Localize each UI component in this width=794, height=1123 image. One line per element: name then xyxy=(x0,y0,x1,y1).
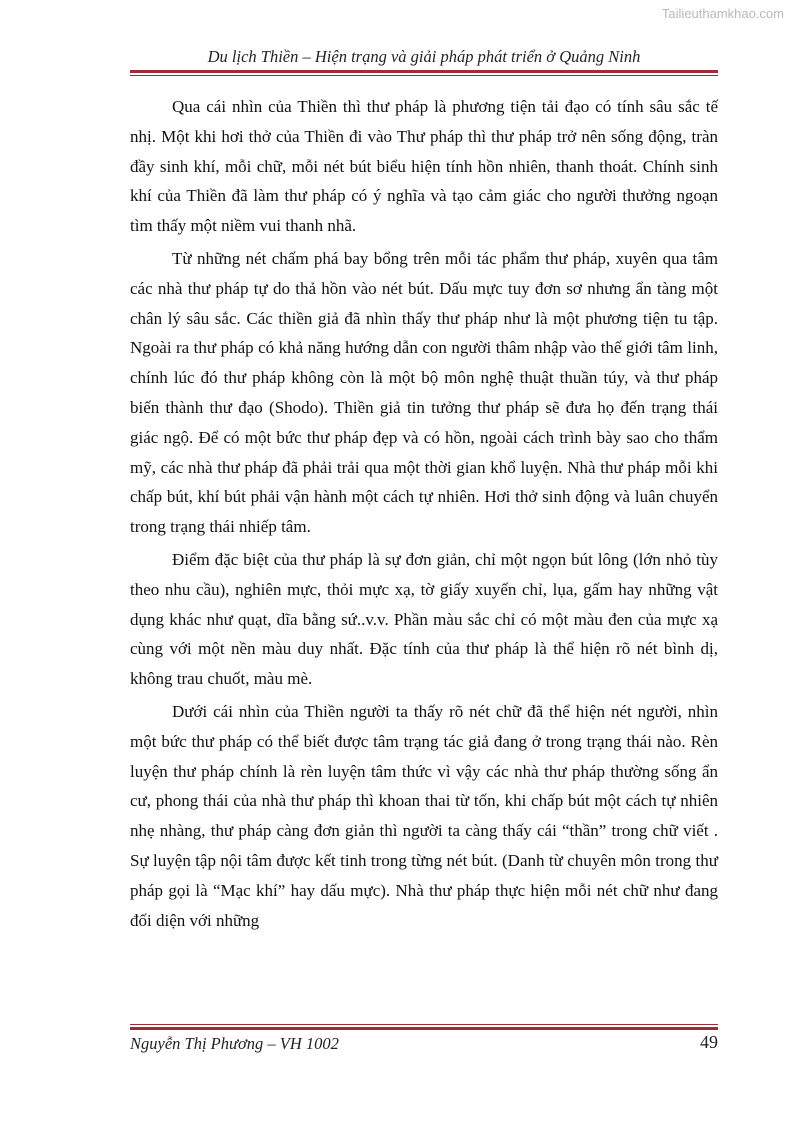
footer-author: Nguyễn Thị Phương – VH 1002 xyxy=(130,1034,339,1053)
paragraph-1: Qua cái nhìn của Thiền thì thư pháp là phương tiện tải đạo có tính sâu sắc tế nhị. Một khi hơi thở của Thiền đi vào Thư pháp thì thư pháp trở nên sống động, tràn đầy sinh khí, mỗi chữ, mỗi nét bút biểu hiện tính hồn nhiên, thanh thoát. Chính sinh khí của Thiền đã làm thư pháp có ý nghĩa và tạo cảm giác cho người thưởng ngoạn tìm thấy một niềm vui thanh nhã. xyxy=(130,97,718,236)
page-number: 49 xyxy=(700,1032,718,1052)
footer-rule xyxy=(130,1024,718,1030)
paragraph-3: Điểm đặc biệt của thư pháp là sự đơn giản, chỉ một ngọn bút lông (lớn nhỏ tùy theo nhu cầu), nghiên mực, thỏi mực xạ, tờ giấy xuyến chỉ, lụa, gấm hay những vật dụng khác như quạt, dĩa bằng sứ..v.v. Phần màu sắc chỉ có một màu đen của mực xạ cùng với một nền màu duy nhất. Đặc tính của thư pháp là thể hiện rõ nét bình dị, không trau chuốt, màu mè. xyxy=(130,549,718,689)
body-text xyxy=(130,92,718,938)
watermark: Tailieuthamkhao.com xyxy=(661,6,784,21)
running-header: Du lịch Thiền – Hiện trạng và giải pháp phát triển ở Quảng Ninh xyxy=(207,47,641,66)
paragraph-4: Dưới cái nhìn của Thiền người ta thấy rõ nét chữ đã thể hiện nét người, nhìn một bức thư pháp có thể biết được tâm trạng tác giả đang ở trong trạng thái nào. Rèn luyện thư pháp chính là rèn luyện tâm thức vì vậy các nhà thư pháp thường sống ẩn cư, phong thái của nhà thư pháp thì khoan thai từ tốn, khi chấp bút một cách tự nhiên nhẹ nhàng, thư pháp càng đơn giản thì người ta càng thấy cái “thần” trong chữ viết . Sự luyện tập nội tâm được kết tinh trong từng nét bút. (Danh từ chuyên môn trong thư pháp gọi là “Mạc khí” hay dấu mực). Nhà thư pháp thực hiện mỗi nét chữ như đang đối diện với những xyxy=(130,701,718,930)
header-rule xyxy=(130,70,718,76)
paragraph-2: Từ những nét chấm phá bay bổng trên mỗi tác phẩm thư pháp, xuyên qua tâm các nhà thư pháp tự do thả hồn vào nét bút. Dấu mực tuy đơn sơ nhưng ẩn tàng một chân lý sâu sắc. Các thiền giả đã nhìn thấy thư pháp như là một phương tiện tu tập. Ngoài ra thư pháp có khả năng hướng dẫn con người thâm nhập vào thế giới tâm linh, chính lúc đó thư pháp không còn là một bộ môn nghệ thuật thuần túy, và thư pháp biến thành thư đạo (Shodo). Thiền giả tin tưởng thư pháp sẽ đưa họ đến trạng thái giác ngộ. Để có một bức thư pháp đẹp và có hồn, ngoài cách trình bày sao cho thẩm mỹ, các nhà thư pháp đã phải trải qua một thời gian khổ luyện. Nhà thư pháp mỗi khi chấp bút, khí bút phải vận hành một cách tự nhiên. Hơi thở sinh động và luân chuyển trong trạng thái nhiếp tâm. xyxy=(130,248,718,537)
